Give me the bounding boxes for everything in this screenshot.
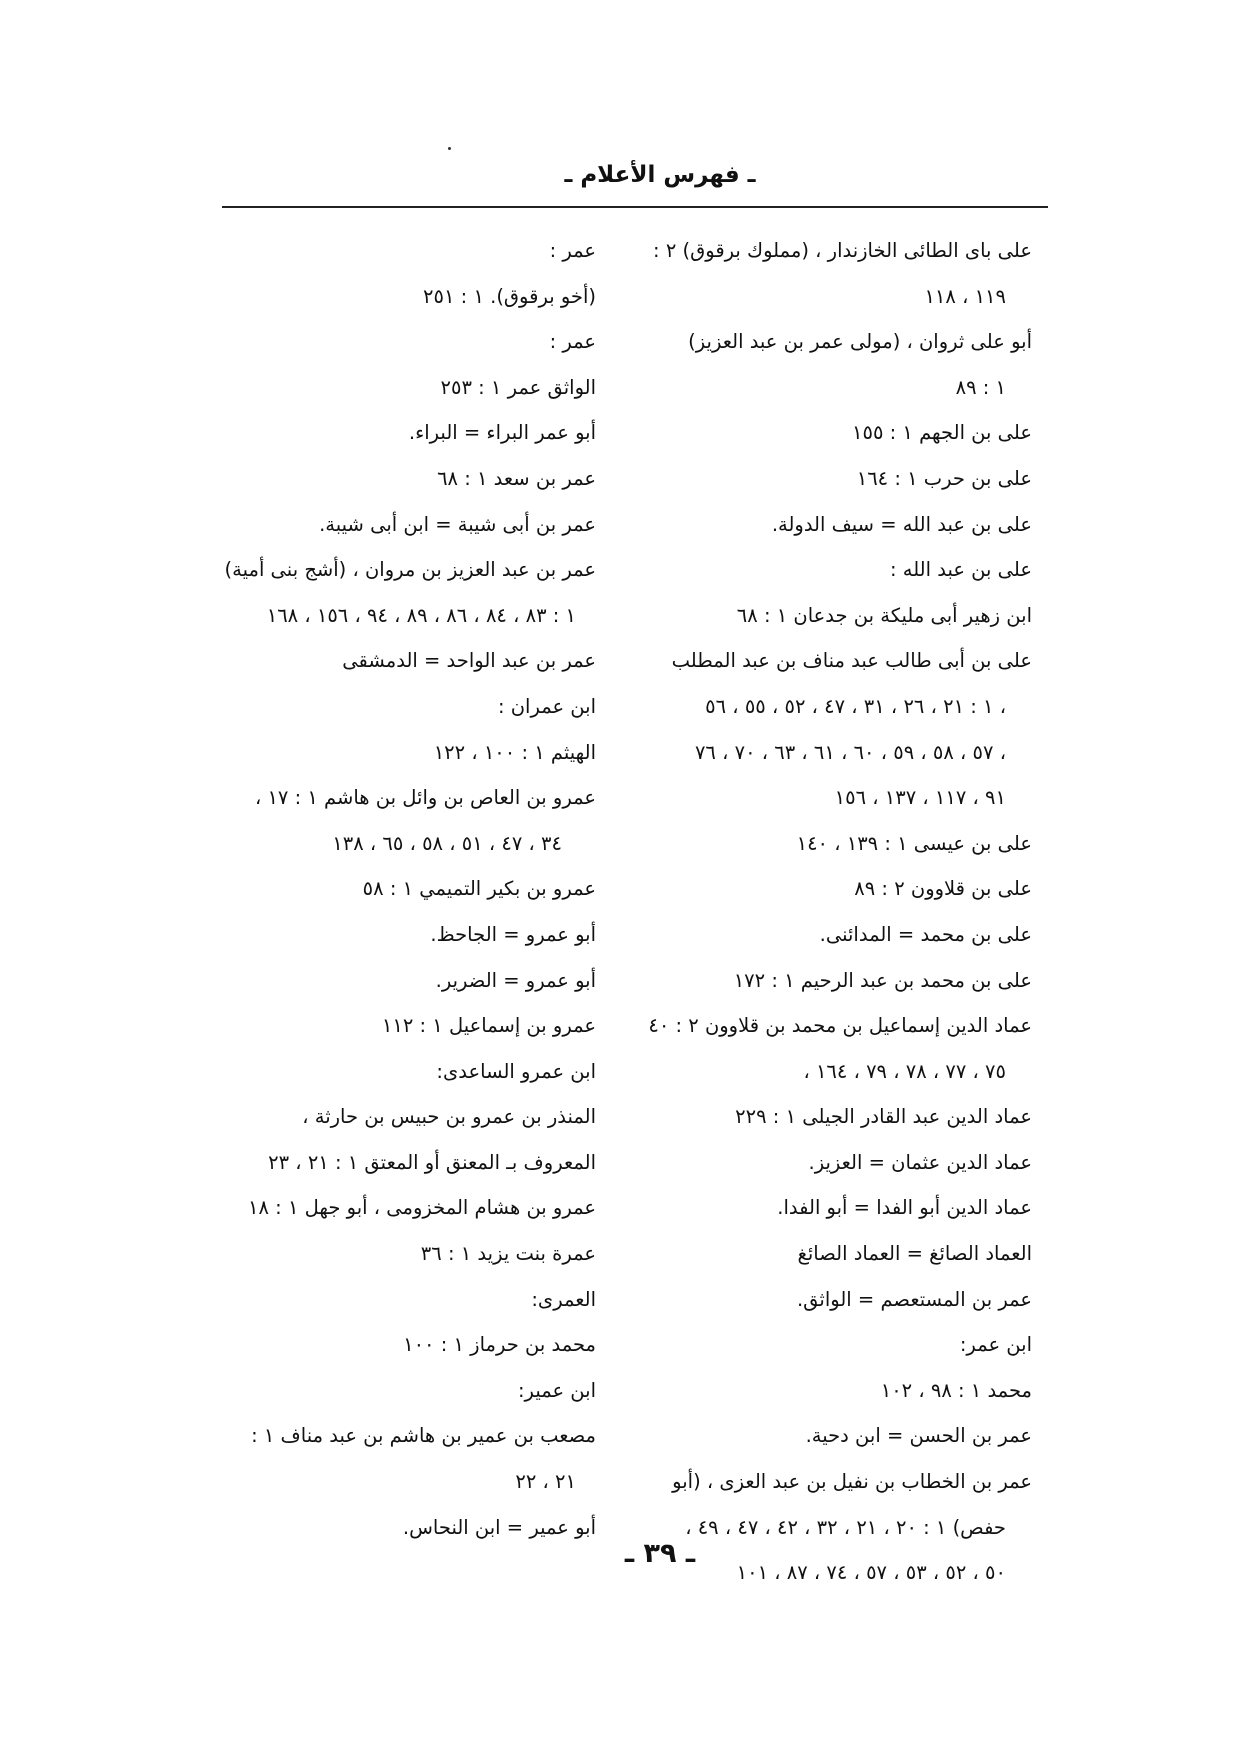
index-entry: ابن عمير: xyxy=(517,1378,596,1402)
index-entry-continuation: ١ : ٨٩ xyxy=(955,375,1006,399)
index-entry: عماد الدين عثمان = العزيز. xyxy=(808,1150,1032,1174)
index-entry: ابن عمران : xyxy=(497,694,596,718)
index-entry: ابن عمرو الساعدى: xyxy=(436,1059,596,1083)
index-entry: محمد بن حرماز ١ : ١٠٠ xyxy=(403,1333,596,1357)
index-entry: عمرو بن إسماعيل ١ : ١١٢ xyxy=(381,1014,596,1038)
index-entry: على بن أبى طالب عبد مناف بن عبد المطلب xyxy=(671,649,1032,673)
index-entry: عمر : xyxy=(549,239,596,262)
index-entry: عمرو بن بكير التميمي ١ : ٥٨ xyxy=(362,877,596,901)
index-entry: على بن حرب ١ : ١٦٤ xyxy=(856,466,1032,490)
index-entry: عماد الدين عبد القادر الجيلى ١ : ٢٢٩ xyxy=(735,1105,1032,1129)
index-entry: عمرو بن هشام المخزومى ، أبو جهل ١ : ١٨ xyxy=(248,1196,596,1220)
index-entry-continuation: ١ : ٨٣ ، ٨٤ ، ٨٦ ، ٨٩ ، ٩٤ ، ١٥٦ ، ١٦٨ xyxy=(266,603,576,627)
index-entry: عمر بن عبد العزيز بن مروان ، (أشج بنى أمية) xyxy=(224,558,596,582)
index-entry: عمر بن سعد ١ : ٦٨ xyxy=(437,466,596,490)
index-entry: على بن عبد الله = سيف الدولة. xyxy=(771,512,1032,536)
index-entry: المعروف بـ المعنق أو المعتق ١ : ٢١ ، ٢٣ xyxy=(268,1150,596,1174)
index-entry: عماد الدين إسماعيل بن محمد بن قلاوون ٢ : ٤٠ xyxy=(648,1014,1032,1038)
index-entry: عمر بن أبى شيبة = ابن أبى شيبة. xyxy=(319,512,596,536)
index-entry: على بن الجهم ١ : ١٥٥ xyxy=(852,421,1032,445)
index-entry: عمر : xyxy=(549,330,596,354)
index-entry: على بن محمد = المدائنى. xyxy=(819,922,1032,946)
index-entry: عمرو بن العاص بن وائل بن هاشم ١ : ١٧ ، xyxy=(254,786,596,810)
scan-speck xyxy=(448,147,451,150)
page-header: ـ فهرس الأعلام ـ xyxy=(564,162,756,188)
index-entry-continuation: حفص) ١ : ٢٠ ، ٢١ ، ٣٢ ، ٤٢ ، ٤٧ ، ٤٩ ، xyxy=(685,1515,1006,1539)
index-entry: أبو عمرو = الضرير. xyxy=(435,968,596,992)
index-entry-continuation: ٥٠ ، ٥٢ ، ٥٣ ، ٥٧ ، ٧٤ ، ٨٧ ، ١٠١ xyxy=(736,1561,1006,1585)
page-number: ـ ٣٩ ـ xyxy=(624,1538,696,1569)
index-entry: العماد الصائغ = العماد الصائغ xyxy=(797,1242,1032,1266)
index-entry-continuation: ١ : ٢١ ، ٢٦ ، ٣١ ، ٤٧ ، ٥٢ ، ٥٥ ، ٥٦ ، xyxy=(705,694,1006,718)
index-entry: أبو عمرو = الجاحظ. xyxy=(430,922,596,946)
index-entry: ابن زهير أبى مليكة بن جدعان ١ : ٦٨ xyxy=(736,603,1032,627)
index-entry: عماد الدين أبو الفدا = أبو الفدا. xyxy=(777,1196,1032,1220)
header-rule xyxy=(222,206,1048,208)
index-entry: عمرة بنت يزيد ١ : ٣٦ xyxy=(420,1242,596,1266)
index-column-right xyxy=(636,236,1032,1604)
index-entry: مصعب بن عمير بن هاشم بن عبد مناف ١ : xyxy=(251,1424,596,1448)
index-entry: عمر بن الخطاب بن نفيل بن عبد العزى ، (أبو xyxy=(672,1470,1032,1494)
index-entry: على بن عيسى ١ : ١٣٩ ، ١٤٠ xyxy=(796,831,1032,855)
index-entry: عمر بن الحسن = ابن دحية. xyxy=(805,1424,1032,1448)
index-entry: أبو عمر البراء = البراء. xyxy=(408,421,596,445)
index-entry: (أخو برقوق). ١ : ٢٥١ xyxy=(423,284,596,308)
index-entry-continuation: ٢١ ، ٢٢ xyxy=(515,1470,576,1494)
index-entry: على بن قلاوون ٢ : ٨٩ xyxy=(854,877,1032,901)
index-entry-continuation: ١١٩ ، ١١٨ xyxy=(924,284,1006,308)
index-entry: العمرى: xyxy=(531,1287,596,1311)
index-entry: محمد ١ : ٩٨ ، ١٠٢ xyxy=(880,1378,1032,1402)
index-entry-continuation: ٣٤ ، ٤٧ ، ٥١ ، ٥٨ ، ٦٥ ، ١٣٨ xyxy=(332,831,562,855)
index-entry-continuation: ٥٧ ، ٥٨ ، ٥٩ ، ٦٠ ، ٦١ ، ٦٣ ، ٧٠ ، ٧٦ ، xyxy=(694,740,1006,764)
index-entry: الواثق عمر ١ : ٢٥٣ xyxy=(440,375,596,399)
index-entry: على بن محمد بن عبد الرحيم ١ : ١٧٢ xyxy=(733,968,1032,992)
index-column-left xyxy=(216,236,596,1558)
index-entry: أبو على ثروان ، (مولى عمر بن عبد العزيز) xyxy=(688,330,1032,354)
index-entry: الهيثم ١ : ١٠٠ ، ١٢٢ xyxy=(433,740,596,764)
index-entry: على بن عبد الله : xyxy=(889,558,1032,582)
index-entry-continuation: ٩١ ، ١١٧ ، ١٣٧ ، ١٥٦ xyxy=(834,786,1006,810)
index-entry: المنذر بن عمرو بن حبيس بن حارثة ، xyxy=(302,1105,596,1129)
index-entry: أبو عمير = ابن النحاس. xyxy=(402,1515,596,1539)
index-entry: عمر بن المستعصم = الواثق. xyxy=(796,1287,1032,1311)
index-entry: ابن عمر: xyxy=(959,1333,1032,1357)
index-entry-continuation: ، ٧٥ ، ٧٧ ، ٧٨ ، ٧٩ ، ١٦٤ xyxy=(803,1059,1006,1083)
index-entry: عمر بن عبد الواحد = الدمشقى xyxy=(342,649,596,673)
index-entry: على باى الطائى الخازندار ، (مملوك برقوق) ٢ : xyxy=(653,239,1032,262)
